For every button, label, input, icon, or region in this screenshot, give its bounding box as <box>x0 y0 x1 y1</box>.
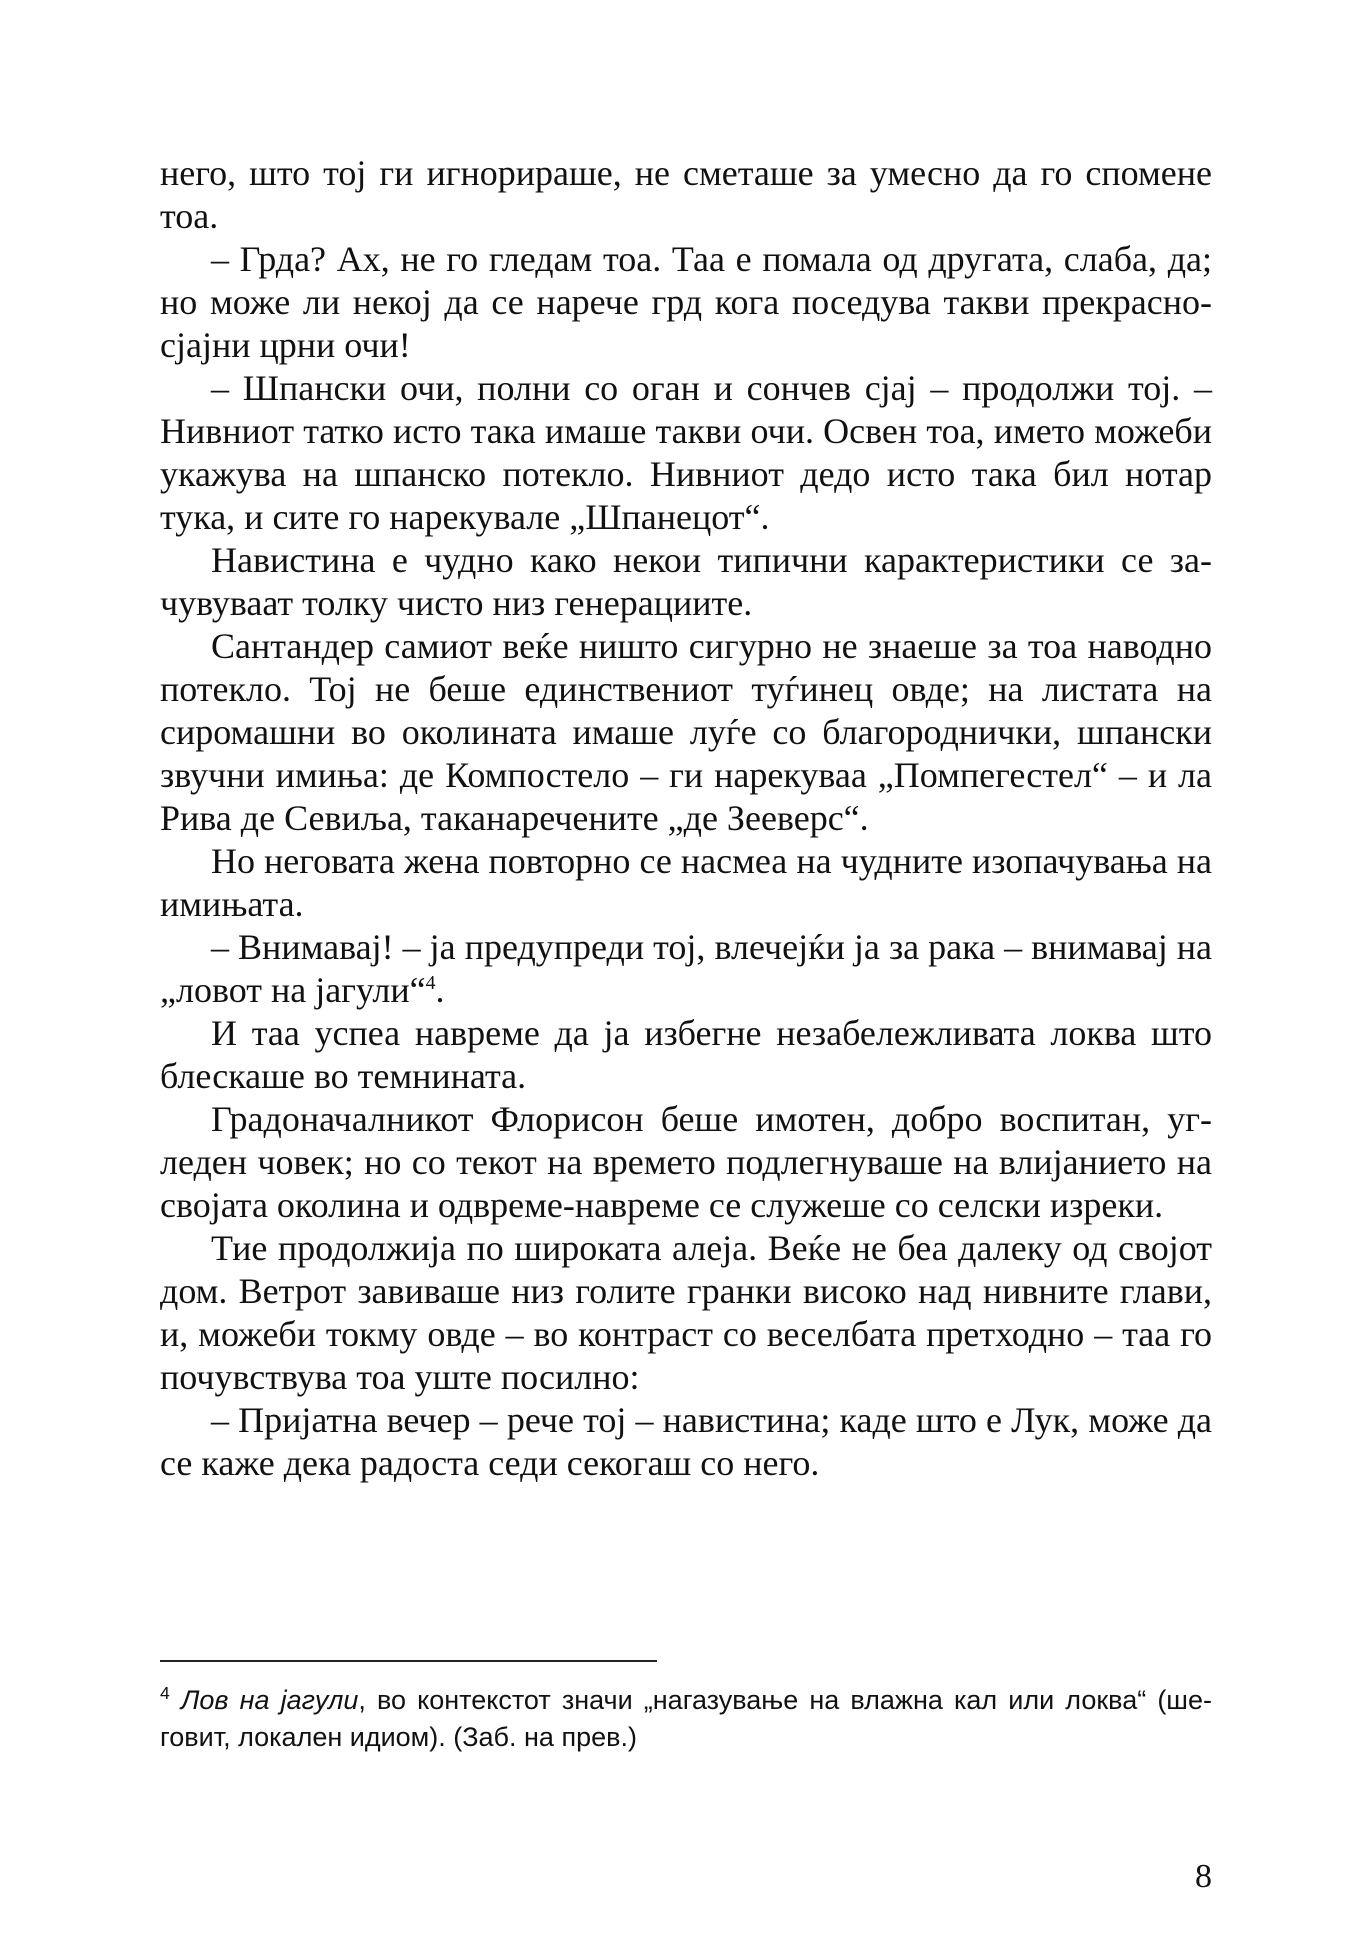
paragraph-7 <box>160 926 1212 1012</box>
body-text <box>160 152 1212 1485</box>
paragraph-7-tail: . <box>435 970 445 1010</box>
paragraph-10: Тие продолжија по широката алеја. Веќе не беа далеку од својот дом. Ветрот завиваше низ голите гранки високо над нивните глави, и, можеби токму овде – во контраст со веселбата претходно – таа го почувствува тоа уште посилно: <box>160 1228 1212 1397</box>
paragraph-2: – Грда? Ах, не го гледам тоа. Таа е помала од другата, слаба, да; но може ли некој да се нарече грд кога поседува такви прекрасно-сјајни црни очи! <box>160 239 1212 365</box>
paragraph-11: – Пријатна вечер – рече тој – навистина; каде што е Лук, може да се каже дека радоста седи секогаш со него. <box>160 1400 1212 1483</box>
paragraph-6: Но неговата жена повторно се насмеа на чудните изопачувања на имињата. <box>160 841 1212 924</box>
footnote-separator <box>160 1660 657 1662</box>
paragraph-3: – Шпански очи, полни со оган и сончев сјај – продолжи тој. – Нивниот татко исто така имаше такви очи. Освен тоа, името можеби укажува на шпанско потекло. Нивниот дедо исто така бил нотар тука, и сите го нарекувале „Шпанецот“. <box>160 368 1212 537</box>
footnote <box>160 1682 1212 1756</box>
paragraph-9: Градоначалникот Флорисон беше имотен, добро воспитан, угледен човек; но со текот на времето подлегнуваше на влијанието на својата околина и одвреме-навреме се служеше со селски изреки. <box>160 1099 1212 1225</box>
paragraph-7-text: – Внимавај! – ја предупреди тој, влечејќи ја за рака – внимавај на „ловот на јагули“ <box>160 927 1212 1010</box>
footnote-term: Лов на јагули <box>180 1685 359 1715</box>
footnote-reference[interactable]: 4 <box>425 972 436 994</box>
paragraph-4: Навистина е чудно како некои типични карактеристики се зачувуваат толку чисто низ генерациите. <box>160 540 1212 623</box>
footnote-mark: 4 <box>160 1683 170 1703</box>
page-number: 8 <box>1195 1858 1212 1895</box>
paragraph-1: него, што тој ги игнорираше, не сметаше за умесно да го спомене тоа. <box>160 153 1212 236</box>
paragraph-5: Сантандер самиот веќе ништо сигурно не знаеше за тоа наводно потекло. Тој не беше единствениот туѓинец овде; на листата на сиромашни во околината имаше луѓе со благороднички, шпански звучни имиња: де Компостело – ги нарекуваа „Помпегестел“ – и ла Рива де Севиља, таканаречените „де Зееверс“. <box>160 626 1212 838</box>
paragraph-8: И таа успеа навреме да ја избегне незабележливата локва што блескаше во темнината. <box>160 1013 1212 1096</box>
footnote-text: , во контекстот значи „нагазување на влажна кал или локва“ (шеговит, локален идиом). (Заб. на прев.) <box>160 1685 1212 1752</box>
